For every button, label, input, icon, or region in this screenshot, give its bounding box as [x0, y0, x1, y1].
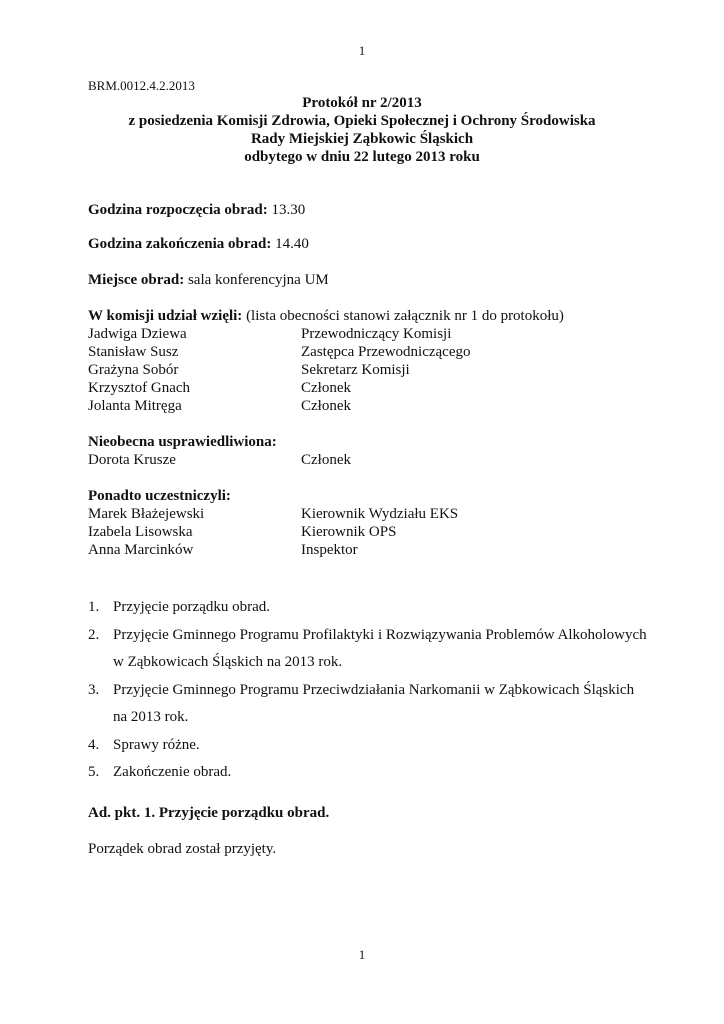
participant-name: Jolanta Mitręga [88, 398, 182, 414]
agenda-item-number: 5. [88, 764, 100, 780]
participant-name: Stanisław Susz [88, 344, 179, 360]
agenda-item-number: 4. [88, 736, 100, 753]
participant-role: Członek [301, 398, 351, 414]
start-time [88, 202, 305, 219]
agenda-item-text: Zakończenie obrad. [113, 764, 232, 780]
agenda-item-text: Sprawy różne. [113, 736, 200, 753]
participant-name: Jadwiga Dziewa [88, 326, 187, 342]
agenda-item-text: Przyjęcie Gminnego Programu Przeciwdziałania Narkomanii w Ząbkowicach Śląskich na 2013 rok. [113, 681, 635, 725]
other-name: Marek Błażejewski [88, 506, 205, 522]
agenda-item-text: Przyjęcie porządku obrad. [113, 599, 271, 615]
other-name: Anna Marcinków [88, 542, 194, 558]
other-role: Kierownik Wydziału EKS [301, 506, 459, 522]
meeting-place-value: sala konferencyjna UM [184, 272, 329, 288]
title-line: odbytego w dniu 22 lutego 2013 roku [244, 149, 480, 165]
agenda-item-text: Przyjęcie Gminnego Programu Profilaktyki i Rozwiązywania Problemów Alkoholowych w Ząbkowicach Śląskich na 2013 rok. [113, 626, 647, 670]
agenda-item-number: 3. [88, 681, 100, 698]
end-time-value: 14.40 [271, 236, 309, 252]
page-number-top: 1 [358, 43, 366, 58]
agenda-point-heading: Ad. pkt. 1. Przyjęcie porządku obrad. [88, 805, 330, 821]
title-line: Rady Miejskiej Ząbkowic Śląskich [250, 131, 474, 147]
meeting-place-label: Miejsce obrad: [88, 272, 185, 288]
participants-label: W komisji udział wzięli: [88, 308, 243, 324]
agenda-item-number: 1. [88, 599, 100, 615]
agenda-item [88, 677, 648, 732]
others-heading: Ponadto uczestniczyli: [88, 488, 231, 504]
participant-role: Członek [301, 380, 351, 396]
agenda-item-number: 2. [88, 626, 100, 643]
other-name: Izabela Lisowska [88, 524, 193, 540]
participant-role: Zastępca Przewodniczącego [301, 344, 471, 360]
end-time [88, 236, 309, 253]
start-time-value: 13.30 [267, 202, 306, 218]
end-time-label: Godzina zakończenia obrad: [88, 236, 272, 252]
participant-role: Sekretarz Komisji [301, 362, 410, 378]
participant-role: Przewodniczący Komisji [301, 326, 452, 342]
agenda-item [88, 594, 648, 622]
start-time-label: Godzina rozpoczęcia obrad: [88, 202, 268, 218]
absent-role: Członek [301, 452, 351, 468]
page-number-bottom: 1 [358, 947, 366, 962]
title-line: z posiedzenia Komisji Zdrowia, Opieki Społecznej i Ochrony Środowiska [128, 113, 596, 129]
agenda-point-body: Porządek obrad został przyjęty. [88, 841, 277, 857]
absent-heading: Nieobecna usprawiedliwiona: [88, 434, 277, 450]
participant-name: Krzysztof Gnach [88, 380, 191, 396]
agenda-item [88, 732, 648, 760]
participants-note: (lista obecności stanowi załącznik nr 1 do protokołu) [242, 308, 564, 324]
document-title [0, 94, 724, 166]
agenda-item [88, 759, 648, 787]
other-role: Kierownik OPS [301, 524, 397, 540]
other-role: Inspektor [301, 542, 358, 558]
agenda-list [88, 594, 648, 787]
agenda-item [88, 622, 648, 677]
participants-heading [88, 308, 564, 325]
meeting-place [88, 272, 329, 289]
document-reference: BRM.0012.4.2.2013 [88, 78, 195, 93]
participant-name: Grażyna Sobór [88, 362, 179, 378]
absent-name: Dorota Krusze [88, 452, 176, 468]
title-line: Protokół nr 2/2013 [302, 95, 422, 111]
